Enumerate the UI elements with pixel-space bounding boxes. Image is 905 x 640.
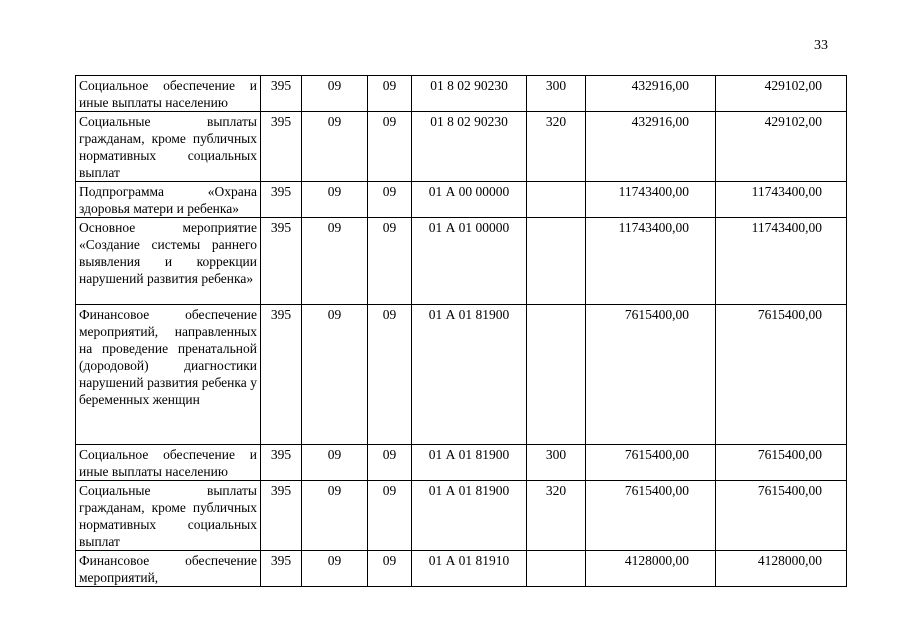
row-expense-type-code: 320 (527, 112, 586, 182)
table-row (76, 445, 847, 481)
row-expense-type-code (527, 218, 586, 305)
table-row (76, 218, 847, 305)
row-ved-code: 395 (261, 551, 302, 587)
row-ved-code: 395 (261, 218, 302, 305)
row-ved-code: 395 (261, 182, 302, 218)
row-subsection-code: 09 (368, 445, 412, 481)
row-target-article-code: 01 А 01 81900 (412, 305, 527, 445)
table-row (76, 481, 847, 551)
row-amount-1: 4128000,00 (586, 551, 716, 587)
table-row (76, 112, 847, 182)
row-amount-2: 7615400,00 (716, 445, 847, 481)
row-amount-1: 11743400,00 (586, 218, 716, 305)
row-ved-code: 395 (261, 112, 302, 182)
row-section-code: 09 (302, 76, 368, 112)
row-target-article-code: 01 8 02 90230 (412, 112, 527, 182)
row-target-article-code: 01 А 01 81910 (412, 551, 527, 587)
row-section-code: 09 (302, 481, 368, 551)
row-section-code: 09 (302, 182, 368, 218)
row-amount-1: 7615400,00 (586, 481, 716, 551)
row-name: Финансовое обеспечение мероприятий, направленных на проведение пренатальной (дородовой) диагностики нарушений развития ребенка у беременных женщин (76, 305, 261, 445)
row-name: Финансовое обеспечение мероприятий, (76, 551, 261, 587)
row-amount-1: 7615400,00 (586, 445, 716, 481)
row-section-code: 09 (302, 551, 368, 587)
row-section-code: 09 (302, 218, 368, 305)
row-expense-type-code (527, 551, 586, 587)
row-expense-type-code: 300 (527, 445, 586, 481)
row-name: Социальное обеспечение и иные выплаты населению (76, 76, 261, 112)
row-subsection-code: 09 (368, 481, 412, 551)
row-amount-2: 7615400,00 (716, 305, 847, 445)
row-target-article-code: 01 А 01 81900 (412, 481, 527, 551)
row-section-code: 09 (302, 112, 368, 182)
row-subsection-code: 09 (368, 305, 412, 445)
row-expense-type-code: 320 (527, 481, 586, 551)
row-expense-type-code (527, 182, 586, 218)
row-expense-type-code (527, 305, 586, 445)
row-amount-1: 7615400,00 (586, 305, 716, 445)
row-ved-code: 395 (261, 76, 302, 112)
table-row (76, 551, 847, 587)
table-row (76, 305, 847, 445)
row-amount-2: 7615400,00 (716, 481, 847, 551)
row-name: Социальное обеспечение и иные выплаты населению (76, 445, 261, 481)
row-subsection-code: 09 (368, 551, 412, 587)
row-amount-1: 11743400,00 (586, 182, 716, 218)
row-expense-type-code: 300 (527, 76, 586, 112)
table-row (76, 182, 847, 218)
row-target-article-code: 01 А 01 81900 (412, 445, 527, 481)
row-amount-1: 432916,00 (586, 76, 716, 112)
row-amount-2: 11743400,00 (716, 218, 847, 305)
row-section-code: 09 (302, 445, 368, 481)
page-number: 33 (814, 38, 828, 53)
row-ved-code: 395 (261, 305, 302, 445)
row-name: Подпрограмма «Охрана здоровья матери и ребенка» (76, 182, 261, 218)
row-amount-2: 429102,00 (716, 76, 847, 112)
row-ved-code: 395 (261, 481, 302, 551)
row-section-code: 09 (302, 305, 368, 445)
row-amount-2: 429102,00 (716, 112, 847, 182)
table-row (76, 76, 847, 112)
budget-table (75, 75, 847, 587)
row-target-article-code: 01 А 00 00000 (412, 182, 527, 218)
row-name: Основное мероприятие «Создание системы раннего выявления и коррекции нарушений развития ребенка» (76, 218, 261, 305)
row-target-article-code: 01 8 02 90230 (412, 76, 527, 112)
row-name: Социальные выплаты гражданам, кроме публичных нормативных социальных выплат (76, 481, 261, 551)
row-subsection-code: 09 (368, 76, 412, 112)
row-subsection-code: 09 (368, 112, 412, 182)
row-target-article-code: 01 А 01 00000 (412, 218, 527, 305)
row-amount-2: 11743400,00 (716, 182, 847, 218)
row-subsection-code: 09 (368, 218, 412, 305)
row-name: Социальные выплаты гражданам, кроме публичных нормативных социальных выплат (76, 112, 261, 182)
row-subsection-code: 09 (368, 182, 412, 218)
row-amount-2: 4128000,00 (716, 551, 847, 587)
row-amount-1: 432916,00 (586, 112, 716, 182)
row-ved-code: 395 (261, 445, 302, 481)
